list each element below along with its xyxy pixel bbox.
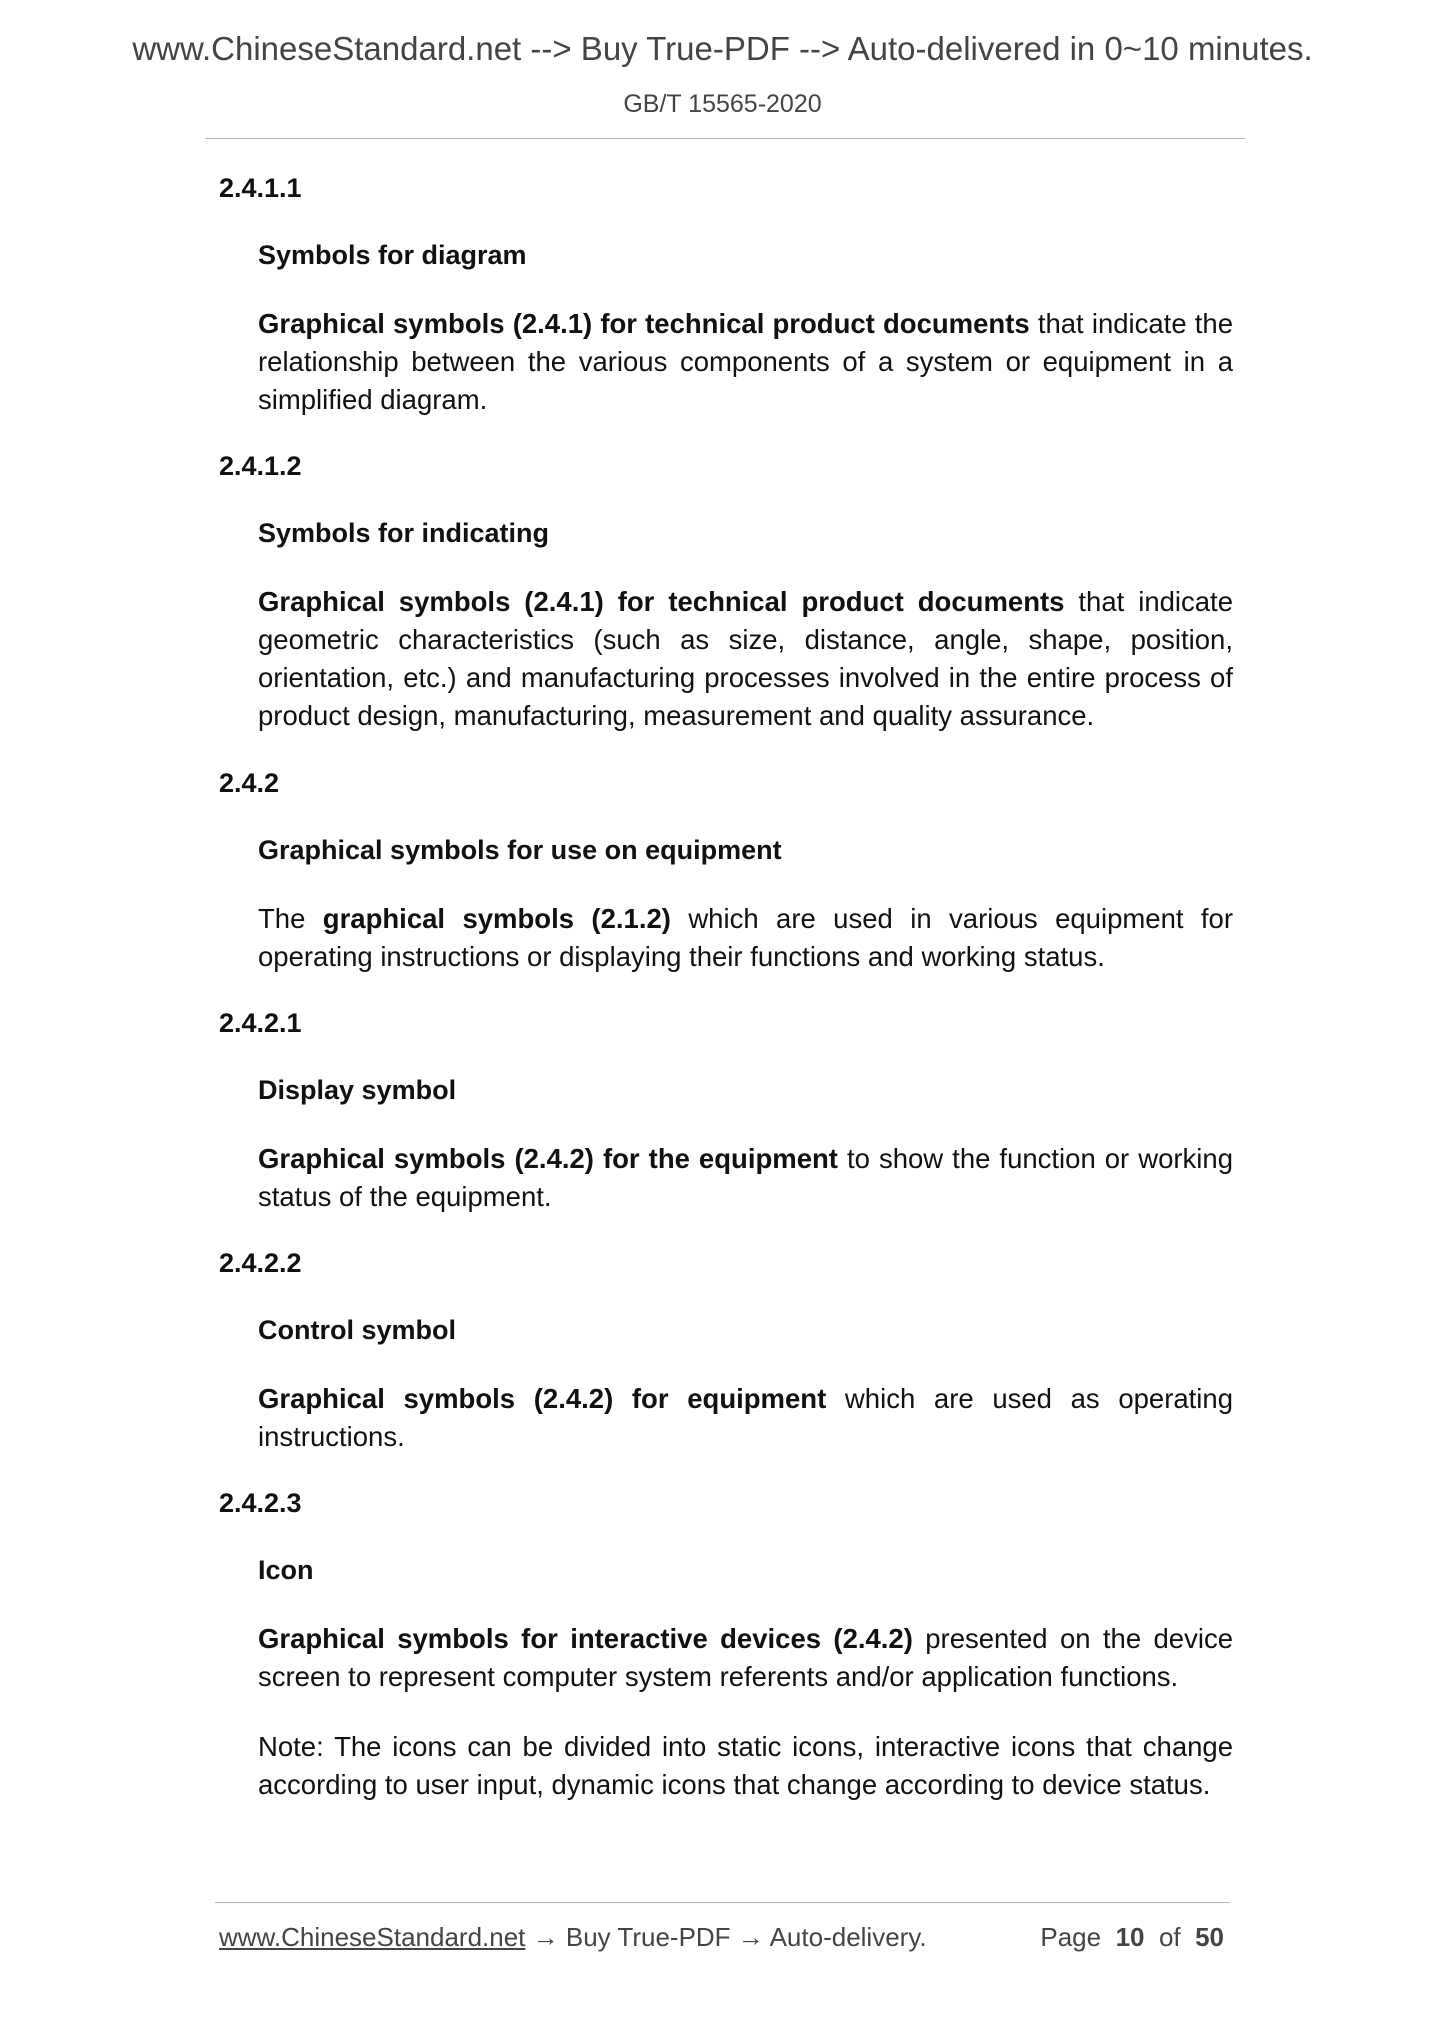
definition-bold: Graphical symbols (2.4.2) for the equipment — [258, 1143, 838, 1174]
page-number: 10 — [1115, 1922, 1145, 1952]
clause-definition — [258, 900, 1233, 976]
clause-term: Symbols for indicating — [258, 518, 550, 548]
definition-bold: Graphical symbols for interactive devices (2.4.2) — [258, 1623, 913, 1654]
clause-term: Icon — [258, 1555, 314, 1585]
definition-bold: Graphical symbols (2.4.2) for equipment — [258, 1383, 827, 1414]
definition-lead: The — [258, 903, 323, 934]
clause-definition — [258, 305, 1233, 419]
clause-note: Note: The icons can be divided into static icons, interactive icons that change according to user input, dynamic icons that change according to device status. — [258, 1731, 1233, 1800]
definition-text: that indicate geometric characteristics (such as size, distance, angle, shape, position, orientation, etc.) and manufacturing processes involved in the entire process of product design, manufacturing, measurement and quality assurance. — [258, 586, 1233, 731]
total-pages: 50 — [1195, 1922, 1224, 1952]
definition-bold: Graphical symbols (2.4.1) for technical product documents — [258, 308, 1030, 339]
definition-bold: Graphical symbols (2.4.1) for technical product documents — [258, 586, 1065, 617]
definition-text: to show the function or working status of the equipment. — [258, 1143, 1234, 1212]
clause-term: Graphical symbols for use on equipment — [258, 835, 782, 865]
clause-number: 2.4.1.2 — [219, 451, 302, 481]
page-label: Page — [1040, 1922, 1102, 1952]
clause-definition — [258, 583, 1233, 735]
clause-number: 2.4.2.2 — [219, 1248, 302, 1278]
definition-text: that indicate the relationship between the various components of a system or equipment in a simplified diagram. — [258, 308, 1233, 415]
clause-number: 2.4.2.1 — [219, 1008, 302, 1038]
page-indicator — [1040, 1922, 1224, 1953]
clause-term: Control symbol — [258, 1315, 457, 1345]
clause-term: Symbols for diagram — [258, 240, 527, 270]
footer-website-link[interactable]: www.ChineseStandard.net — [219, 1922, 526, 1952]
standard-code: GB/T 15565-2020 — [623, 90, 822, 118]
footer-buy-text: Buy True-PDF — [565, 1922, 731, 1952]
clause-number: 2.4.2 — [219, 768, 280, 798]
of-label: of — [1158, 1922, 1181, 1952]
clause-definition — [258, 1620, 1233, 1696]
definition-text: presented on the device screen to represent computer system referents and/or application functions. — [258, 1623, 1233, 1692]
clause-term: Display symbol — [258, 1075, 457, 1105]
clause-number: 2.4.1.1 — [219, 173, 302, 203]
footer-delivery-text: Auto-delivery. — [769, 1922, 927, 1952]
clause-definition — [258, 1380, 1233, 1456]
clause-number: 2.4.2.3 — [219, 1488, 302, 1518]
footer — [219, 1922, 1224, 1953]
arrow-right-icon: → — [730, 1922, 770, 1952]
definition-text: which are used in various equipment for operating instructions or displaying their functions and working status. — [258, 903, 1233, 972]
definition-text: which are used as operating instructions. — [258, 1383, 1234, 1452]
header-divider — [205, 138, 1245, 139]
top-banner: www.ChineseStandard.net --> Buy True-PDF --> Auto-delivered in 0~10 minutes. — [132, 30, 1313, 67]
clause-definition — [258, 1140, 1233, 1216]
footer-divider — [215, 1902, 1230, 1903]
arrow-right-icon: → — [525, 1922, 566, 1952]
definition-bold: graphical symbols (2.1.2) — [322, 903, 671, 934]
